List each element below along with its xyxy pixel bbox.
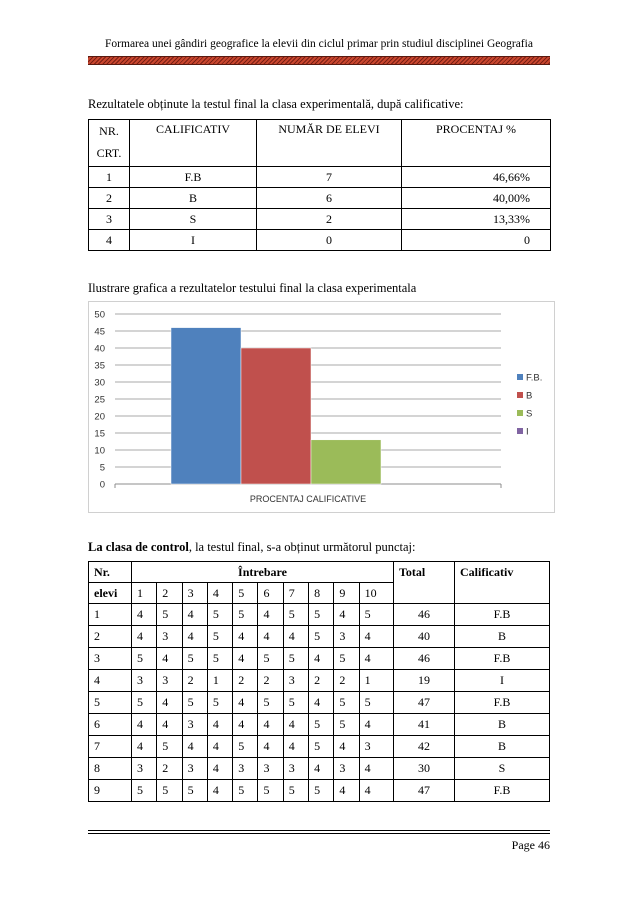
cell-score: 5 [157,736,182,758]
section1-caption: Rezultatele obținute la testul final la clasa experimentală, după calificative: [88,97,464,111]
table-row [89,604,550,626]
footer-rule-double [88,833,550,834]
cell-score: 5 [283,692,308,714]
header-nr-crt [89,120,130,167]
header-procentaj: PROCENTAJ % [402,120,551,167]
legend-label: B [526,390,533,402]
cell-score: 4 [258,736,283,758]
header-question-number: 3 [182,583,207,604]
cell-score: 4 [359,648,393,670]
legend-label: S [526,408,533,420]
cell-numar: 0 [257,230,402,251]
cell-calificativ: F.B [455,648,550,670]
cell-nr: 3 [89,209,130,230]
bar-fb [171,328,241,484]
cell-total: 46 [394,648,455,670]
cell-total: 19 [394,670,455,692]
cell-score: 4 [132,714,157,736]
cell-score: 4 [283,626,308,648]
cell-score: 5 [283,604,308,626]
cell-calificativ: F.B [455,692,550,714]
cell-score: 4 [359,714,393,736]
legend-swatch [517,374,523,380]
table-row [89,648,550,670]
cell-nr: 4 [89,670,132,692]
cell-score: 5 [309,780,334,802]
cell-score: 5 [359,604,393,626]
section3-caption-bold: La clasa de control [88,540,189,554]
cell-score: 4 [309,758,334,780]
cell-score: 4 [309,648,334,670]
cell-score: 5 [334,692,359,714]
cell-score: 3 [233,758,258,780]
cell-score: 5 [233,780,258,802]
section3-caption-rest: , la testul final, s-a obținut următorul punctaj: [188,540,416,554]
cell-score: 5 [233,736,258,758]
cell-score: 4 [258,604,283,626]
cell-score: 5 [309,626,334,648]
table-row [89,230,551,251]
header-calificativ: CALIFICATIV [130,120,257,167]
cell-score: 4 [309,692,334,714]
header-nr-line2: CRT. [96,146,122,160]
cell-score: 5 [233,604,258,626]
cell-calificativ: F.B [455,780,550,802]
header-calificativ: Calificativ [455,562,550,604]
cell-calificativ: S [455,758,550,780]
header-intrebare: Întrebare [132,562,394,583]
cell-score: 4 [359,626,393,648]
cell-score: 5 [258,780,283,802]
header-question-number: 8 [309,583,334,604]
cell-nr: 2 [89,188,130,209]
cell-nr: 4 [89,230,130,251]
cell-score: 5 [157,780,182,802]
cell-calificativ: B [455,714,550,736]
cell-score: 3 [132,670,157,692]
cell-score: 4 [182,736,207,758]
cell-score: 3 [157,670,182,692]
cell-score: 2 [334,670,359,692]
cell-score: 3 [283,670,308,692]
x-category-label: PROCENTAJ CALIFICATIVE [249,494,367,504]
y-tick-label: 30 [94,377,105,389]
cell-score: 5 [309,714,334,736]
cell-score: 4 [334,780,359,802]
y-tick-label: 10 [94,445,105,457]
table-row [89,714,550,736]
legend-swatch [517,428,523,434]
page-number: Page 46 [511,838,550,852]
header-elevi: elevi [89,583,132,604]
cell-score: 4 [157,692,182,714]
header-numar-elevi: NUMĂR DE ELEVI [257,120,402,167]
y-tick-label: 15 [94,428,105,440]
cell-score: 5 [182,648,207,670]
cell-calificativ: S [130,209,257,230]
table-row [89,758,550,780]
cell-score: 4 [207,758,232,780]
cell-score: 4 [233,714,258,736]
header-decorative-rule [88,56,550,65]
cell-score: 5 [258,648,283,670]
header-question-number: 4 [207,583,232,604]
cell-score: 1 [207,670,232,692]
cell-score: 1 [359,670,393,692]
y-tick-label: 25 [94,394,105,406]
cell-score: 5 [182,780,207,802]
cell-score: 4 [283,714,308,736]
header-question-number: 1 [132,583,157,604]
cell-score: 3 [359,736,393,758]
table-row [89,692,550,714]
cell-score: 5 [207,604,232,626]
bar-s [311,440,381,484]
cell-score: 3 [283,758,308,780]
cell-nr: 5 [89,692,132,714]
table-row [89,188,551,209]
cell-score: 4 [132,736,157,758]
cell-score: 5 [132,692,157,714]
cell-score: 3 [157,626,182,648]
cell-nr: 9 [89,780,132,802]
cell-score: 4 [359,780,393,802]
cell-score: 4 [132,604,157,626]
cell-score: 5 [309,736,334,758]
table-row [89,167,551,188]
cell-score: 4 [283,736,308,758]
cell-score: 4 [258,626,283,648]
y-tick-label: 5 [99,462,105,474]
y-tick-label: 20 [94,411,105,423]
section2-caption: Ilustrare grafica a rezultatelor testului final la clasa experimentala [88,281,417,295]
cell-nr: 6 [89,714,132,736]
cell-nr: 2 [89,626,132,648]
cell-score: 4 [207,714,232,736]
cell-score: 5 [283,648,308,670]
y-tick-label: 40 [94,343,105,355]
header-question-number: 7 [283,583,308,604]
y-tick-label: 35 [94,360,105,372]
cell-total: 40 [394,626,455,648]
cell-score: 5 [182,692,207,714]
cell-score: 5 [207,626,232,648]
cell-total: 47 [394,780,455,802]
cell-score: 4 [207,736,232,758]
cell-numar: 2 [257,209,402,230]
cell-score: 4 [334,736,359,758]
cell-nr: 7 [89,736,132,758]
cell-numar: 6 [257,188,402,209]
cell-score: 4 [334,604,359,626]
cell-score: 2 [157,758,182,780]
cell-nr: 1 [89,167,130,188]
cell-calificativ: B [130,188,257,209]
cell-score: 5 [207,648,232,670]
header-question-number: 5 [233,583,258,604]
cell-total: 30 [394,758,455,780]
cell-calificativ: B [455,736,550,758]
cell-score: 3 [182,714,207,736]
table-row [89,209,551,230]
header-question-number: 9 [334,583,359,604]
cell-nr: 3 [89,648,132,670]
cell-score: 2 [309,670,334,692]
cell-score: 3 [132,758,157,780]
results-bar-chart [88,301,555,513]
cell-score: 4 [359,758,393,780]
cell-procentaj: 0 [402,230,551,251]
legend-label: F.B. [526,372,543,384]
cell-score: 5 [157,604,182,626]
header-question-number: 2 [157,583,182,604]
footer-rule [88,830,550,831]
cell-total: 41 [394,714,455,736]
header-nr-line1: NR. [99,124,119,138]
cell-score: 5 [283,780,308,802]
cell-score: 5 [207,692,232,714]
cell-nr: 1 [89,604,132,626]
header-nr: Nr. [89,562,132,583]
header-total: Total [394,562,455,604]
y-tick-label: 45 [94,326,105,338]
cell-score: 5 [334,714,359,736]
header-question-number: 6 [258,583,283,604]
table-row [89,626,550,648]
cell-score: 5 [334,648,359,670]
cell-score: 3 [182,758,207,780]
cell-score: 4 [233,648,258,670]
cell-total: 46 [394,604,455,626]
cell-score: 5 [309,604,334,626]
cell-score: 4 [157,648,182,670]
table-header-row-1 [89,562,550,583]
cell-numar: 7 [257,167,402,188]
legend-swatch [517,392,523,398]
y-tick-label: 50 [94,309,105,321]
cell-score: 2 [233,670,258,692]
y-tick-label: 0 [99,479,105,491]
cell-score: 3 [334,626,359,648]
cell-score: 4 [207,780,232,802]
table-header-row [89,120,551,167]
experimental-results-table [88,119,551,251]
table-row [89,736,550,758]
cell-procentaj: 40,00% [402,188,551,209]
cell-score: 4 [182,626,207,648]
legend-swatch [517,410,523,416]
cell-calificativ: I [455,670,550,692]
cell-score: 2 [258,670,283,692]
cell-nr: 8 [89,758,132,780]
cell-total: 47 [394,692,455,714]
header-question-number: 10 [359,583,393,604]
cell-score: 5 [258,692,283,714]
cell-procentaj: 13,33% [402,209,551,230]
running-header: Formarea unei gândiri geografice la elevii din ciclul primar prin studiul disciplinei Geografia [105,38,533,50]
table-row [89,780,550,802]
cell-calificativ: B [455,626,550,648]
cell-calificativ: I [130,230,257,251]
cell-score: 4 [157,714,182,736]
cell-score: 3 [258,758,283,780]
section3-caption [88,540,416,555]
cell-score: 5 [359,692,393,714]
control-class-scores-table [88,561,550,802]
cell-procentaj: 46,66% [402,167,551,188]
cell-score: 3 [334,758,359,780]
cell-calificativ: F.B [455,604,550,626]
cell-score: 5 [132,648,157,670]
cell-calificativ: F.B [130,167,257,188]
cell-total: 42 [394,736,455,758]
cell-score: 2 [182,670,207,692]
table-row [89,670,550,692]
cell-score: 4 [132,626,157,648]
cell-score: 4 [233,626,258,648]
cell-score: 5 [132,780,157,802]
cell-score: 4 [182,604,207,626]
cell-score: 4 [258,714,283,736]
legend-label: I [526,426,529,438]
bar-b [241,348,311,484]
cell-score: 4 [233,692,258,714]
